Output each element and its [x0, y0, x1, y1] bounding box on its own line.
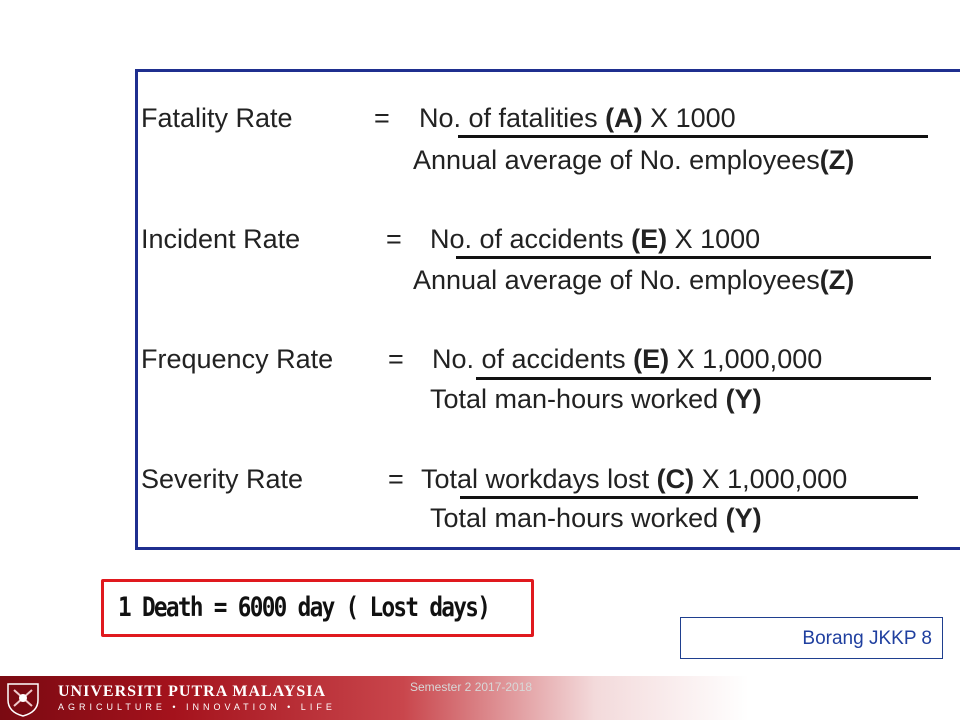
university-crest-icon — [4, 680, 42, 718]
frequency-rate-numerator: No. of accidents (E) X 1,000,000 — [432, 344, 823, 374]
incident-rate-equals: = — [386, 224, 402, 254]
frequency-rate-denominator: Total man-hours worked (Y) — [430, 384, 762, 414]
university-tagline: AGRICULTURE • INNOVATION • LIFE — [58, 702, 336, 712]
fatality-rate-equals: = — [374, 103, 390, 133]
severity-rate-fraction-bar — [460, 496, 918, 499]
incident-rate-numerator: No. of accidents (E) X 1000 — [430, 224, 761, 254]
form-reference-box — [680, 617, 943, 659]
fatality-rate-label: Fatality Rate — [141, 103, 293, 133]
university-name: UNIVERSITI PUTRA MALAYSIA — [58, 683, 327, 700]
semester-label: Semester 2 2017-2018 — [410, 680, 533, 694]
fatality-rate-fraction-bar — [458, 135, 928, 138]
death-equivalence-box — [101, 579, 534, 637]
formula-panel — [135, 69, 960, 550]
severity-rate-denominator: Total man-hours worked (Y) — [430, 503, 762, 533]
frequency-rate-equals: = — [388, 344, 404, 374]
fatality-rate-denominator: Annual average of No. employees(Z) — [413, 145, 855, 175]
severity-rate-equals: = — [388, 464, 404, 494]
severity-rate-numerator: Total workdays lost (C) X 1,000,000 — [421, 464, 848, 494]
form-reference-label: Borang JKKP 8 — [802, 628, 932, 649]
frequency-rate-label: Frequency Rate — [141, 344, 334, 374]
frequency-rate-fraction-bar — [476, 377, 931, 380]
incident-rate-fraction-bar — [456, 256, 931, 259]
fatality-rate-numerator: No. of fatalities (A) X 1000 — [419, 103, 736, 133]
severity-rate-label: Severity Rate — [141, 464, 304, 494]
incident-rate-denominator: Annual average of No. employees(Z) — [413, 265, 855, 295]
incident-rate-label: Incident Rate — [141, 224, 301, 254]
death-equivalence-note: 1 Death = 6000 day ( Lost days) — [118, 592, 490, 623]
